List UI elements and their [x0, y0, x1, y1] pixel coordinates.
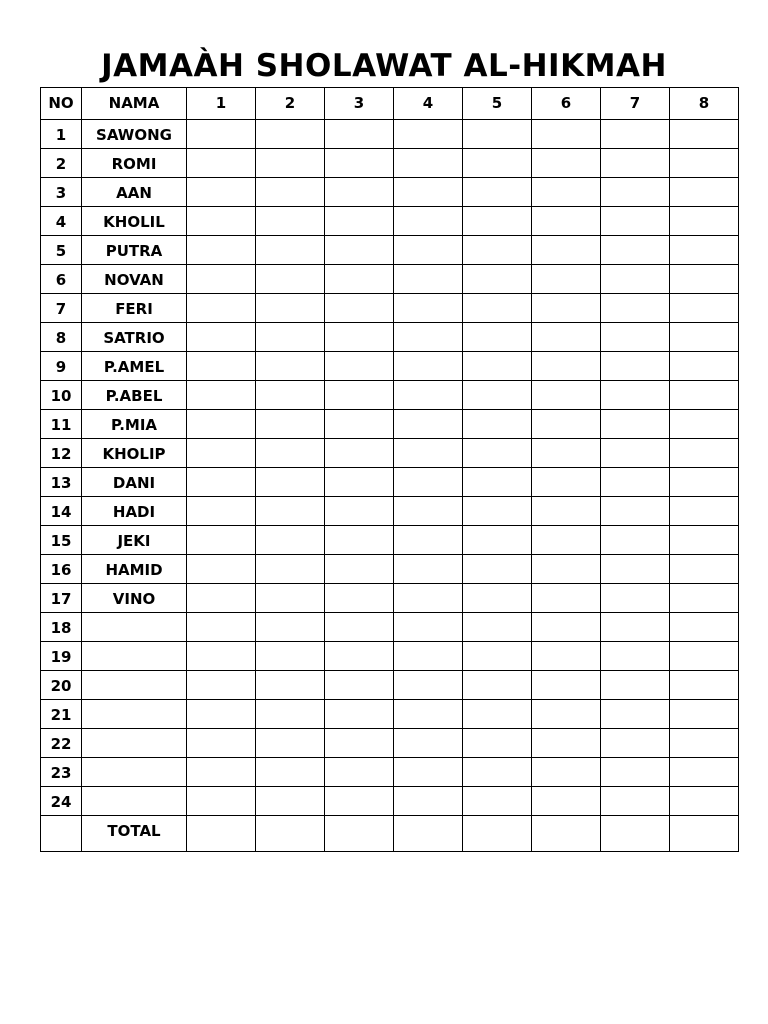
table-row — [41, 265, 739, 294]
row-number: 18 — [41, 613, 82, 642]
attendance-cell[interactable] — [601, 700, 670, 729]
attendance-cell[interactable] — [394, 410, 463, 439]
attendance-cell[interactable] — [601, 671, 670, 700]
attendance-cell[interactable] — [601, 642, 670, 671]
table-row — [41, 642, 739, 671]
attendance-cell[interactable] — [187, 671, 256, 700]
attendance-cell[interactable] — [256, 468, 325, 497]
attendance-cell[interactable] — [463, 642, 532, 671]
attendance-cell[interactable] — [463, 178, 532, 207]
attendance-cell[interactable] — [187, 816, 256, 852]
attendance-table — [40, 87, 739, 852]
member-name: VINO — [82, 584, 187, 613]
attendance-cell[interactable] — [463, 526, 532, 555]
attendance-cell[interactable] — [394, 439, 463, 468]
attendance-cell[interactable] — [670, 265, 739, 294]
attendance-cell[interactable] — [187, 410, 256, 439]
attendance-cell[interactable] — [532, 439, 601, 468]
member-name: HAMID — [82, 555, 187, 584]
attendance-cell[interactable] — [256, 787, 325, 816]
attendance-cell[interactable] — [601, 439, 670, 468]
attendance-cell[interactable] — [601, 410, 670, 439]
table-row — [41, 178, 739, 207]
table-row — [41, 555, 739, 584]
attendance-cell[interactable] — [532, 700, 601, 729]
attendance-cell[interactable] — [601, 497, 670, 526]
attendance-cell[interactable] — [256, 149, 325, 178]
attendance-cell[interactable] — [532, 468, 601, 497]
attendance-cell[interactable] — [325, 671, 394, 700]
attendance-cell[interactable] — [463, 787, 532, 816]
table-row — [41, 671, 739, 700]
total-no-cell — [41, 816, 82, 852]
attendance-cell[interactable] — [256, 178, 325, 207]
attendance-cell[interactable] — [325, 787, 394, 816]
attendance-cell[interactable] — [601, 149, 670, 178]
header-session-7: 7 — [601, 88, 670, 120]
row-number: 19 — [41, 642, 82, 671]
attendance-cell[interactable] — [532, 178, 601, 207]
attendance-cell[interactable] — [394, 468, 463, 497]
row-number: 15 — [41, 526, 82, 555]
attendance-cell[interactable] — [532, 584, 601, 613]
attendance-cell[interactable] — [256, 323, 325, 352]
attendance-cell[interactable] — [394, 613, 463, 642]
attendance-cell[interactable] — [256, 439, 325, 468]
attendance-cell[interactable] — [325, 497, 394, 526]
attendance-cell[interactable] — [601, 265, 670, 294]
row-number: 8 — [41, 323, 82, 352]
row-number: 24 — [41, 787, 82, 816]
attendance-cell[interactable] — [463, 323, 532, 352]
table-row — [41, 468, 739, 497]
attendance-cell[interactable] — [394, 729, 463, 758]
attendance-cell[interactable] — [325, 613, 394, 642]
attendance-cell[interactable] — [532, 294, 601, 323]
row-number: 5 — [41, 236, 82, 265]
attendance-cell[interactable] — [187, 323, 256, 352]
attendance-cell[interactable] — [256, 758, 325, 787]
row-number: 20 — [41, 671, 82, 700]
table-row — [41, 149, 739, 178]
attendance-cell[interactable] — [463, 352, 532, 381]
attendance-cell[interactable] — [463, 758, 532, 787]
attendance-cell[interactable] — [256, 642, 325, 671]
table-header-row — [41, 88, 739, 120]
attendance-cell[interactable] — [187, 700, 256, 729]
table-row — [41, 700, 739, 729]
member-name: DANI — [82, 468, 187, 497]
attendance-cell[interactable] — [256, 584, 325, 613]
table-row — [41, 410, 739, 439]
attendance-cell[interactable] — [187, 149, 256, 178]
table-row — [41, 497, 739, 526]
member-name: FERI — [82, 294, 187, 323]
member-name: HADI — [82, 497, 187, 526]
attendance-cell[interactable] — [394, 236, 463, 265]
row-number: 17 — [41, 584, 82, 613]
attendance-cell[interactable] — [187, 613, 256, 642]
attendance-cell[interactable] — [187, 526, 256, 555]
attendance-cell[interactable] — [463, 468, 532, 497]
attendance-cell[interactable] — [325, 439, 394, 468]
attendance-cell[interactable] — [532, 758, 601, 787]
attendance-cell[interactable] — [256, 671, 325, 700]
attendance-cell[interactable] — [256, 729, 325, 758]
attendance-cell[interactable] — [670, 178, 739, 207]
attendance-cell[interactable] — [670, 526, 739, 555]
row-number: 22 — [41, 729, 82, 758]
member-name: SAWONG — [82, 120, 187, 149]
attendance-cell[interactable] — [325, 294, 394, 323]
header-session-3: 3 — [325, 88, 394, 120]
member-name — [82, 787, 187, 816]
attendance-cell[interactable] — [532, 671, 601, 700]
attendance-cell[interactable] — [601, 787, 670, 816]
member-name: KHOLIL — [82, 207, 187, 236]
attendance-cell[interactable] — [601, 323, 670, 352]
attendance-cell[interactable] — [670, 439, 739, 468]
row-number: 13 — [41, 468, 82, 497]
member-name — [82, 613, 187, 642]
row-number: 16 — [41, 555, 82, 584]
attendance-cell[interactable] — [325, 236, 394, 265]
member-name: KHOLIP — [82, 439, 187, 468]
header-session-2: 2 — [256, 88, 325, 120]
attendance-cell[interactable] — [325, 816, 394, 852]
attendance-cell[interactable] — [325, 410, 394, 439]
attendance-cell[interactable] — [394, 207, 463, 236]
attendance-cell[interactable] — [187, 207, 256, 236]
attendance-cell[interactable] — [463, 207, 532, 236]
header-no: NO — [41, 88, 82, 120]
attendance-cell[interactable] — [187, 584, 256, 613]
attendance-cell[interactable] — [187, 120, 256, 149]
row-number: 4 — [41, 207, 82, 236]
table-row — [41, 207, 739, 236]
attendance-cell[interactable] — [670, 381, 739, 410]
total-label: TOTAL — [82, 816, 187, 852]
attendance-cell[interactable] — [394, 555, 463, 584]
attendance-cell[interactable] — [325, 700, 394, 729]
attendance-cell[interactable] — [256, 497, 325, 526]
attendance-cell[interactable] — [325, 526, 394, 555]
attendance-cell[interactable] — [187, 729, 256, 758]
attendance-cell[interactable] — [325, 642, 394, 671]
attendance-cell[interactable] — [670, 207, 739, 236]
attendance-cell[interactable] — [394, 816, 463, 852]
attendance-cell[interactable] — [187, 265, 256, 294]
attendance-cell[interactable] — [670, 787, 739, 816]
row-number: 10 — [41, 381, 82, 410]
attendance-cell[interactable] — [325, 178, 394, 207]
attendance-cell[interactable] — [256, 410, 325, 439]
attendance-cell[interactable] — [463, 236, 532, 265]
attendance-cell[interactable] — [601, 526, 670, 555]
attendance-cell[interactable] — [670, 352, 739, 381]
page-title: JAMAÀH SHOLAWAT AL-HIKMAH — [101, 48, 667, 84]
attendance-cell[interactable] — [394, 642, 463, 671]
attendance-cell[interactable] — [394, 497, 463, 526]
attendance-cell[interactable] — [532, 120, 601, 149]
row-number: 9 — [41, 352, 82, 381]
row-number: 12 — [41, 439, 82, 468]
attendance-cell[interactable] — [601, 584, 670, 613]
attendance-cell[interactable] — [532, 323, 601, 352]
member-name: SATRIO — [82, 323, 187, 352]
table-row — [41, 381, 739, 410]
attendance-cell[interactable] — [187, 497, 256, 526]
attendance-cell[interactable] — [325, 729, 394, 758]
attendance-cell[interactable] — [670, 236, 739, 265]
attendance-cell[interactable] — [601, 120, 670, 149]
attendance-cell[interactable] — [532, 381, 601, 410]
row-number: 7 — [41, 294, 82, 323]
attendance-cell[interactable] — [670, 729, 739, 758]
attendance-cell[interactable] — [532, 729, 601, 758]
member-name — [82, 642, 187, 671]
attendance-cell[interactable] — [532, 410, 601, 439]
attendance-cell[interactable] — [670, 613, 739, 642]
attendance-cell[interactable] — [532, 149, 601, 178]
attendance-cell[interactable] — [532, 642, 601, 671]
row-number: 3 — [41, 178, 82, 207]
attendance-cell[interactable] — [670, 323, 739, 352]
attendance-cell[interactable] — [601, 758, 670, 787]
member-name: PUTRA — [82, 236, 187, 265]
attendance-cell[interactable] — [670, 468, 739, 497]
table-row — [41, 120, 739, 149]
attendance-cell[interactable] — [394, 294, 463, 323]
attendance-cell[interactable] — [670, 294, 739, 323]
member-name — [82, 700, 187, 729]
attendance-cell[interactable] — [256, 120, 325, 149]
attendance-cell[interactable] — [187, 758, 256, 787]
attendance-cell[interactable] — [256, 613, 325, 642]
member-name: JEKI — [82, 526, 187, 555]
attendance-cell[interactable] — [532, 613, 601, 642]
attendance-cell[interactable] — [532, 207, 601, 236]
attendance-cell[interactable] — [601, 729, 670, 758]
attendance-cell[interactable] — [601, 294, 670, 323]
attendance-cell[interactable] — [532, 526, 601, 555]
attendance-cell[interactable] — [601, 816, 670, 852]
attendance-cell[interactable] — [325, 381, 394, 410]
member-name: NOVAN — [82, 265, 187, 294]
attendance-cell[interactable] — [325, 584, 394, 613]
attendance-cell[interactable] — [532, 816, 601, 852]
attendance-cell[interactable] — [463, 816, 532, 852]
attendance-cell[interactable] — [187, 381, 256, 410]
row-number: 6 — [41, 265, 82, 294]
attendance-cell[interactable] — [187, 178, 256, 207]
header-session-1: 1 — [187, 88, 256, 120]
attendance-cell[interactable] — [532, 555, 601, 584]
attendance-cell[interactable] — [187, 352, 256, 381]
attendance-cell[interactable] — [187, 787, 256, 816]
attendance-cell[interactable] — [463, 149, 532, 178]
attendance-cell[interactable] — [670, 149, 739, 178]
attendance-cell[interactable] — [463, 439, 532, 468]
attendance-cell[interactable] — [187, 555, 256, 584]
table-row — [41, 294, 739, 323]
attendance-cell[interactable] — [325, 265, 394, 294]
member-name: P.ABEL — [82, 381, 187, 410]
attendance-cell[interactable] — [256, 526, 325, 555]
attendance-cell[interactable] — [670, 700, 739, 729]
attendance-cell[interactable] — [256, 207, 325, 236]
table-row — [41, 758, 739, 787]
attendance-cell[interactable] — [463, 265, 532, 294]
attendance-cell[interactable] — [670, 758, 739, 787]
attendance-cell[interactable] — [394, 149, 463, 178]
attendance-cell[interactable] — [187, 439, 256, 468]
attendance-cell[interactable] — [601, 352, 670, 381]
attendance-cell[interactable] — [670, 497, 739, 526]
attendance-cell[interactable] — [463, 555, 532, 584]
attendance-cell[interactable] — [463, 120, 532, 149]
attendance-cell[interactable] — [601, 555, 670, 584]
attendance-cell[interactable] — [670, 584, 739, 613]
attendance-cell[interactable] — [394, 584, 463, 613]
attendance-cell[interactable] — [463, 613, 532, 642]
row-number: 14 — [41, 497, 82, 526]
table-row — [41, 787, 739, 816]
attendance-cell[interactable] — [463, 671, 532, 700]
header-session-8: 8 — [670, 88, 739, 120]
attendance-cell[interactable] — [325, 207, 394, 236]
table-row — [41, 323, 739, 352]
attendance-cell[interactable] — [670, 555, 739, 584]
attendance-cell[interactable] — [394, 700, 463, 729]
attendance-cell[interactable] — [394, 381, 463, 410]
attendance-cell[interactable] — [325, 352, 394, 381]
attendance-cell[interactable] — [187, 642, 256, 671]
attendance-cell[interactable] — [532, 352, 601, 381]
attendance-cell[interactable] — [463, 410, 532, 439]
attendance-cell[interactable] — [463, 584, 532, 613]
attendance-cell[interactable] — [532, 787, 601, 816]
attendance-cell[interactable] — [532, 236, 601, 265]
table-row — [41, 613, 739, 642]
attendance-cell[interactable] — [394, 671, 463, 700]
row-number: 21 — [41, 700, 82, 729]
attendance-cell[interactable] — [394, 265, 463, 294]
member-name — [82, 729, 187, 758]
attendance-cell[interactable] — [256, 816, 325, 852]
header-session-4: 4 — [394, 88, 463, 120]
attendance-cell[interactable] — [325, 555, 394, 584]
table-row — [41, 439, 739, 468]
attendance-cell[interactable] — [463, 497, 532, 526]
attendance-cell[interactable] — [325, 758, 394, 787]
attendance-cell[interactable] — [325, 149, 394, 178]
attendance-cell[interactable] — [670, 671, 739, 700]
table-row — [41, 236, 739, 265]
attendance-cell[interactable] — [601, 468, 670, 497]
attendance-cell[interactable] — [325, 468, 394, 497]
row-number: 23 — [41, 758, 82, 787]
attendance-cell[interactable] — [394, 178, 463, 207]
attendance-cell[interactable] — [601, 236, 670, 265]
attendance-cell[interactable] — [394, 120, 463, 149]
attendance-cell[interactable] — [532, 265, 601, 294]
attendance-cell[interactable] — [670, 642, 739, 671]
attendance-cell[interactable] — [256, 700, 325, 729]
row-number: 11 — [41, 410, 82, 439]
member-name: AAN — [82, 178, 187, 207]
attendance-cell[interactable] — [256, 294, 325, 323]
attendance-cell[interactable] — [256, 236, 325, 265]
attendance-cell[interactable] — [394, 787, 463, 816]
attendance-cell[interactable] — [532, 497, 601, 526]
header-session-6: 6 — [532, 88, 601, 120]
attendance-cell[interactable] — [394, 758, 463, 787]
total-row — [41, 816, 739, 852]
attendance-cell[interactable] — [325, 323, 394, 352]
attendance-cell[interactable] — [256, 555, 325, 584]
attendance-cell[interactable] — [463, 729, 532, 758]
member-name: ROMI — [82, 149, 187, 178]
row-number: 2 — [41, 149, 82, 178]
attendance-cell[interactable] — [187, 236, 256, 265]
attendance-cell[interactable] — [601, 381, 670, 410]
attendance-cell[interactable] — [394, 352, 463, 381]
attendance-cell[interactable] — [670, 816, 739, 852]
attendance-cell[interactable] — [394, 526, 463, 555]
table-row — [41, 729, 739, 758]
attendance-cell[interactable] — [187, 468, 256, 497]
member-name — [82, 758, 187, 787]
attendance-cell[interactable] — [256, 381, 325, 410]
attendance-cell[interactable] — [187, 294, 256, 323]
attendance-cell[interactable] — [601, 613, 670, 642]
row-number: 1 — [41, 120, 82, 149]
attendance-cell[interactable] — [394, 323, 463, 352]
attendance-cell[interactable] — [601, 178, 670, 207]
member-name — [82, 671, 187, 700]
attendance-cell[interactable] — [463, 381, 532, 410]
attendance-cell[interactable] — [463, 294, 532, 323]
member-name: P.AMEL — [82, 352, 187, 381]
member-name: P.MIA — [82, 410, 187, 439]
header-nama: NAMA — [82, 88, 187, 120]
attendance-cell[interactable] — [670, 410, 739, 439]
table-row — [41, 584, 739, 613]
table-row — [41, 526, 739, 555]
attendance-cell[interactable] — [256, 265, 325, 294]
header-session-5: 5 — [463, 88, 532, 120]
attendance-cell[interactable] — [256, 352, 325, 381]
attendance-cell[interactable] — [325, 120, 394, 149]
attendance-cell[interactable] — [601, 207, 670, 236]
attendance-cell[interactable] — [670, 120, 739, 149]
attendance-cell[interactable] — [463, 700, 532, 729]
table-row — [41, 352, 739, 381]
